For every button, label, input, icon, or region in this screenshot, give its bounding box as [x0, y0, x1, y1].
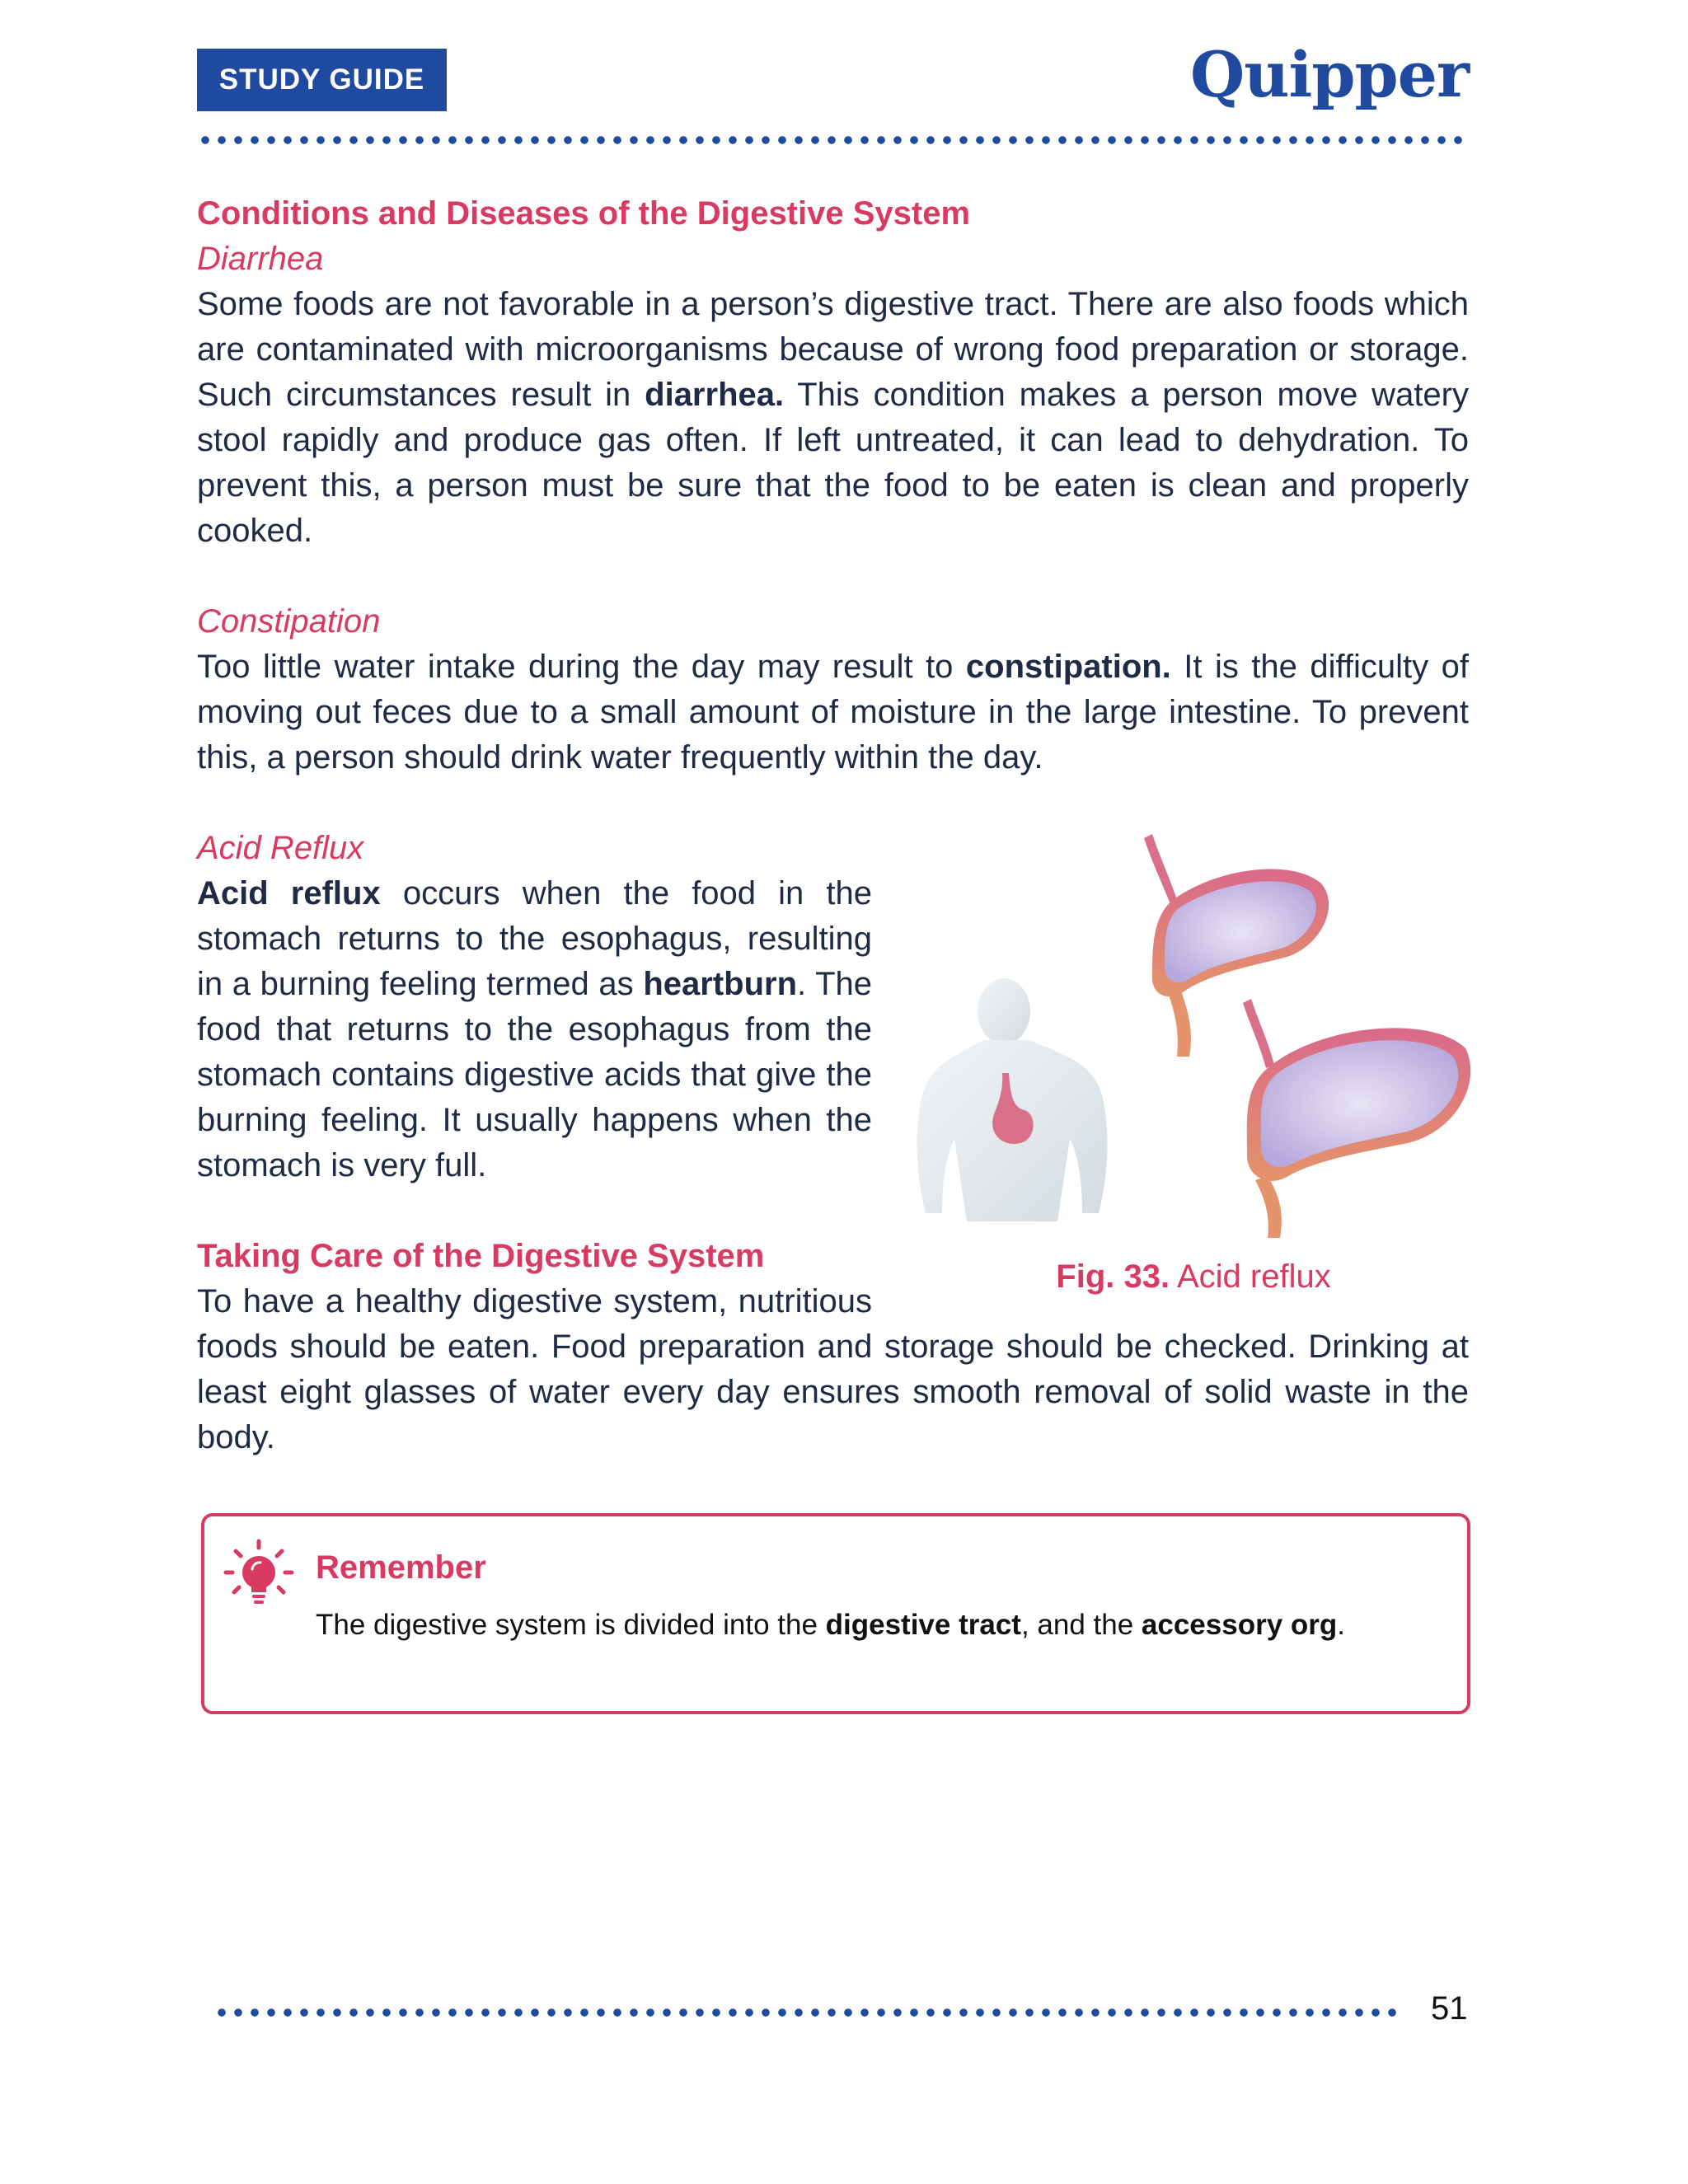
duodenum-bottom	[1255, 1176, 1282, 1238]
accessory-org-term: accessory org	[1141, 1609, 1338, 1641]
acid-reflux-heading: Acid Reflux	[197, 830, 364, 866]
constipation-paragraph	[197, 644, 1469, 780]
care-paragraph: To have a healthy digestive system, nutritious foods should be eaten. Food preparation and storage should be checked. Drinking at least eight glasses of water every day ensures smooth removal of solid waste in the body.	[197, 1283, 1469, 1455]
quipper-logo: Quipper	[1189, 38, 1469, 111]
remember-box	[201, 1513, 1470, 1714]
caption-text: Acid reflux	[1170, 1258, 1331, 1295]
diarrhea-term: diarrhea.	[645, 377, 785, 413]
remember-text-1: The digestive system is divided into the	[316, 1609, 826, 1641]
caption-label: Fig. 33.	[1056, 1258, 1170, 1295]
figure-caption	[946, 1254, 1441, 1300]
remember-text	[316, 1609, 1345, 1642]
acid-reflux-term: Acid reflux	[197, 875, 381, 912]
duodenum-top	[1169, 991, 1191, 1057]
constipation-text-2: It is the difficulty of moving out feces due to a small amount of moisture in the large intestine. To prevent this, a person should drink water frequently within the day.	[197, 649, 1469, 776]
care-heading: Taking Care of the Digestive System	[197, 1238, 765, 1274]
constipation-term: constipation.	[965, 649, 1171, 685]
acid-reflux-figure	[905, 826, 1482, 1295]
study-guide-badge	[197, 49, 447, 111]
main-content	[197, 191, 1469, 1460]
digestive-tract-term: digestive tract	[825, 1609, 1021, 1641]
constipation-text-1: Too little water intake during the day may result to	[197, 649, 966, 685]
remember-title: Remember	[316, 1549, 486, 1586]
remember-text-3: .	[1337, 1609, 1346, 1641]
acid-reflux-text-2: . The food that returns to the esophagus from the stomach contains digestive acids that give the burning feeling. It usually happens when the stomach is very full.	[197, 966, 872, 1183]
constipation-heading: Constipation	[197, 603, 381, 640]
stomach-illustration	[905, 826, 1482, 1246]
heartburn-term: heartburn	[643, 966, 798, 1002]
footer-divider	[213, 2008, 1404, 2017]
spacer	[197, 554, 1469, 599]
diarrhea-heading: Diarrhea	[197, 241, 324, 277]
lightbulb-icon	[223, 1536, 295, 1609]
conditions-heading: Conditions and Diseases of the Digestive System	[197, 195, 971, 232]
study-guide-label: STUDY GUIDE	[218, 63, 425, 96]
spacer	[197, 780, 1469, 826]
diarrhea-paragraph	[197, 282, 1469, 554]
page-number: 51	[1431, 1990, 1468, 2027]
human-figure	[917, 978, 1108, 1221]
remember-text-2: , and the	[1020, 1609, 1142, 1641]
esophagus-top	[1144, 834, 1177, 904]
diarrhea-text-2: This condition makes a person move watery stool rapidly and produce gas often. If left untreated, it can lead to dehydration. To prevent this, a person must be sure that the food to be eaten is clean and properly cooked.	[197, 377, 1469, 549]
acid-reflux-text-1: occurs when the food in the stomach returns to the esophagus, resulting in a burning feeling termed as	[197, 875, 873, 1002]
esophagus-bottom	[1243, 999, 1274, 1068]
header-divider	[197, 136, 1469, 144]
diarrhea-text-1: Some foods are not favorable in a person’s digestive tract. There are also foods which are contaminated with microorganisms because of wrong food preparation or storage. Such circumstances result in	[197, 286, 1469, 413]
